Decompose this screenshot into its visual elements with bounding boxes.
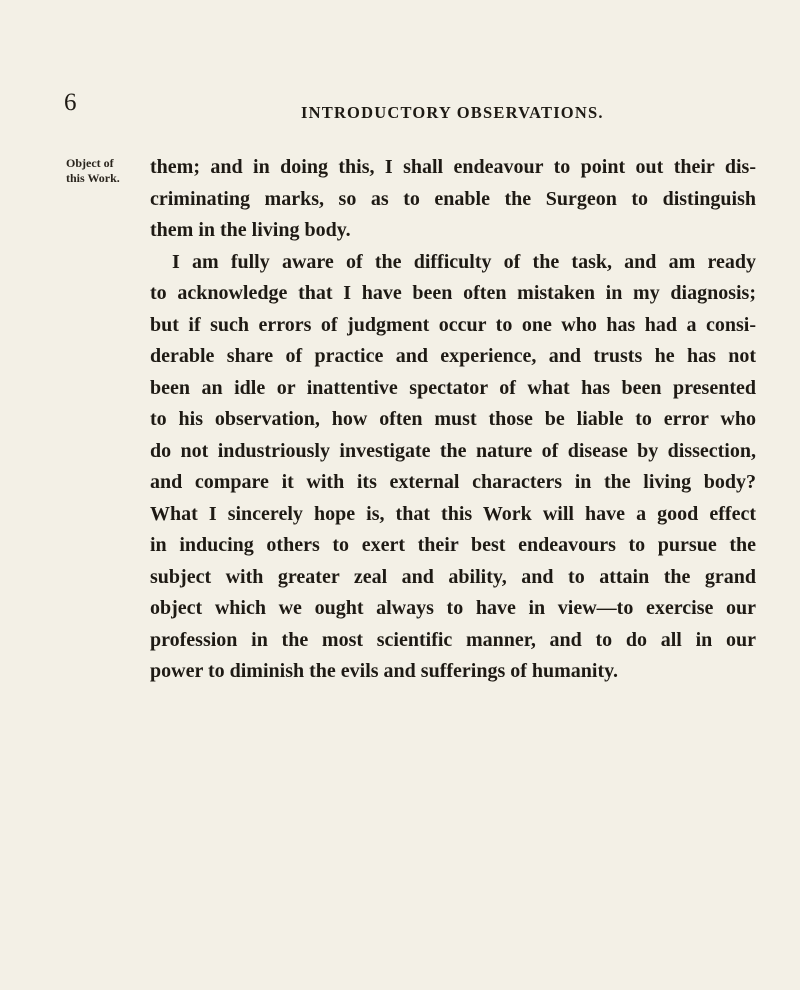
marginal-note-line: this Work. bbox=[66, 171, 120, 185]
marginal-note-line: Object of bbox=[66, 156, 114, 170]
text-line: been an idle or inattentive spectator of what has been presented bbox=[150, 376, 756, 399]
text-line: and compare it with its external characters in the living body? bbox=[150, 471, 756, 493]
text-line: object which we ought always to have in view—to exercise our bbox=[150, 597, 756, 619]
text-line: What I sincerely hope is, that this Work will have a good effect bbox=[150, 502, 756, 525]
marginal-note bbox=[66, 156, 136, 186]
text-line: criminating marks, so as to enable the Surgeon to distinguish bbox=[150, 187, 756, 210]
page-number: 6 bbox=[64, 89, 77, 116]
body-text bbox=[150, 152, 756, 688]
text-line: in inducing others to exert their best endeavours to pursue the bbox=[150, 534, 756, 556]
text-line: subject with greater zeal and ability, and to attain the grand bbox=[150, 565, 756, 588]
text-line: them; and in doing this, I shall endeavour to point out their dis- bbox=[150, 156, 756, 178]
text-line: I am fully aware of the difficulty of the task, and am ready bbox=[172, 250, 756, 273]
text-line: do not industriously investigate the nature of disease by dissection, bbox=[150, 439, 756, 462]
text-line: power to diminish the evils and sufferings of humanity. bbox=[150, 660, 619, 682]
text-line: to acknowledge that I have been often mistaken in my diagnosis; bbox=[150, 282, 756, 304]
text-line: derable share of practice and experience, and trusts he has not bbox=[150, 345, 756, 367]
text-line: profession in the most scientific manner, and to do all in our bbox=[150, 628, 756, 651]
text-line: to his observation, how often must those be liable to error who bbox=[150, 408, 756, 430]
running-head: INTRODUCTORY OBSERVATIONS. bbox=[301, 103, 604, 122]
text-line: but if such errors of judgment occur to one who has had a consi- bbox=[150, 313, 756, 336]
text-line: them in the living body. bbox=[150, 219, 351, 241]
